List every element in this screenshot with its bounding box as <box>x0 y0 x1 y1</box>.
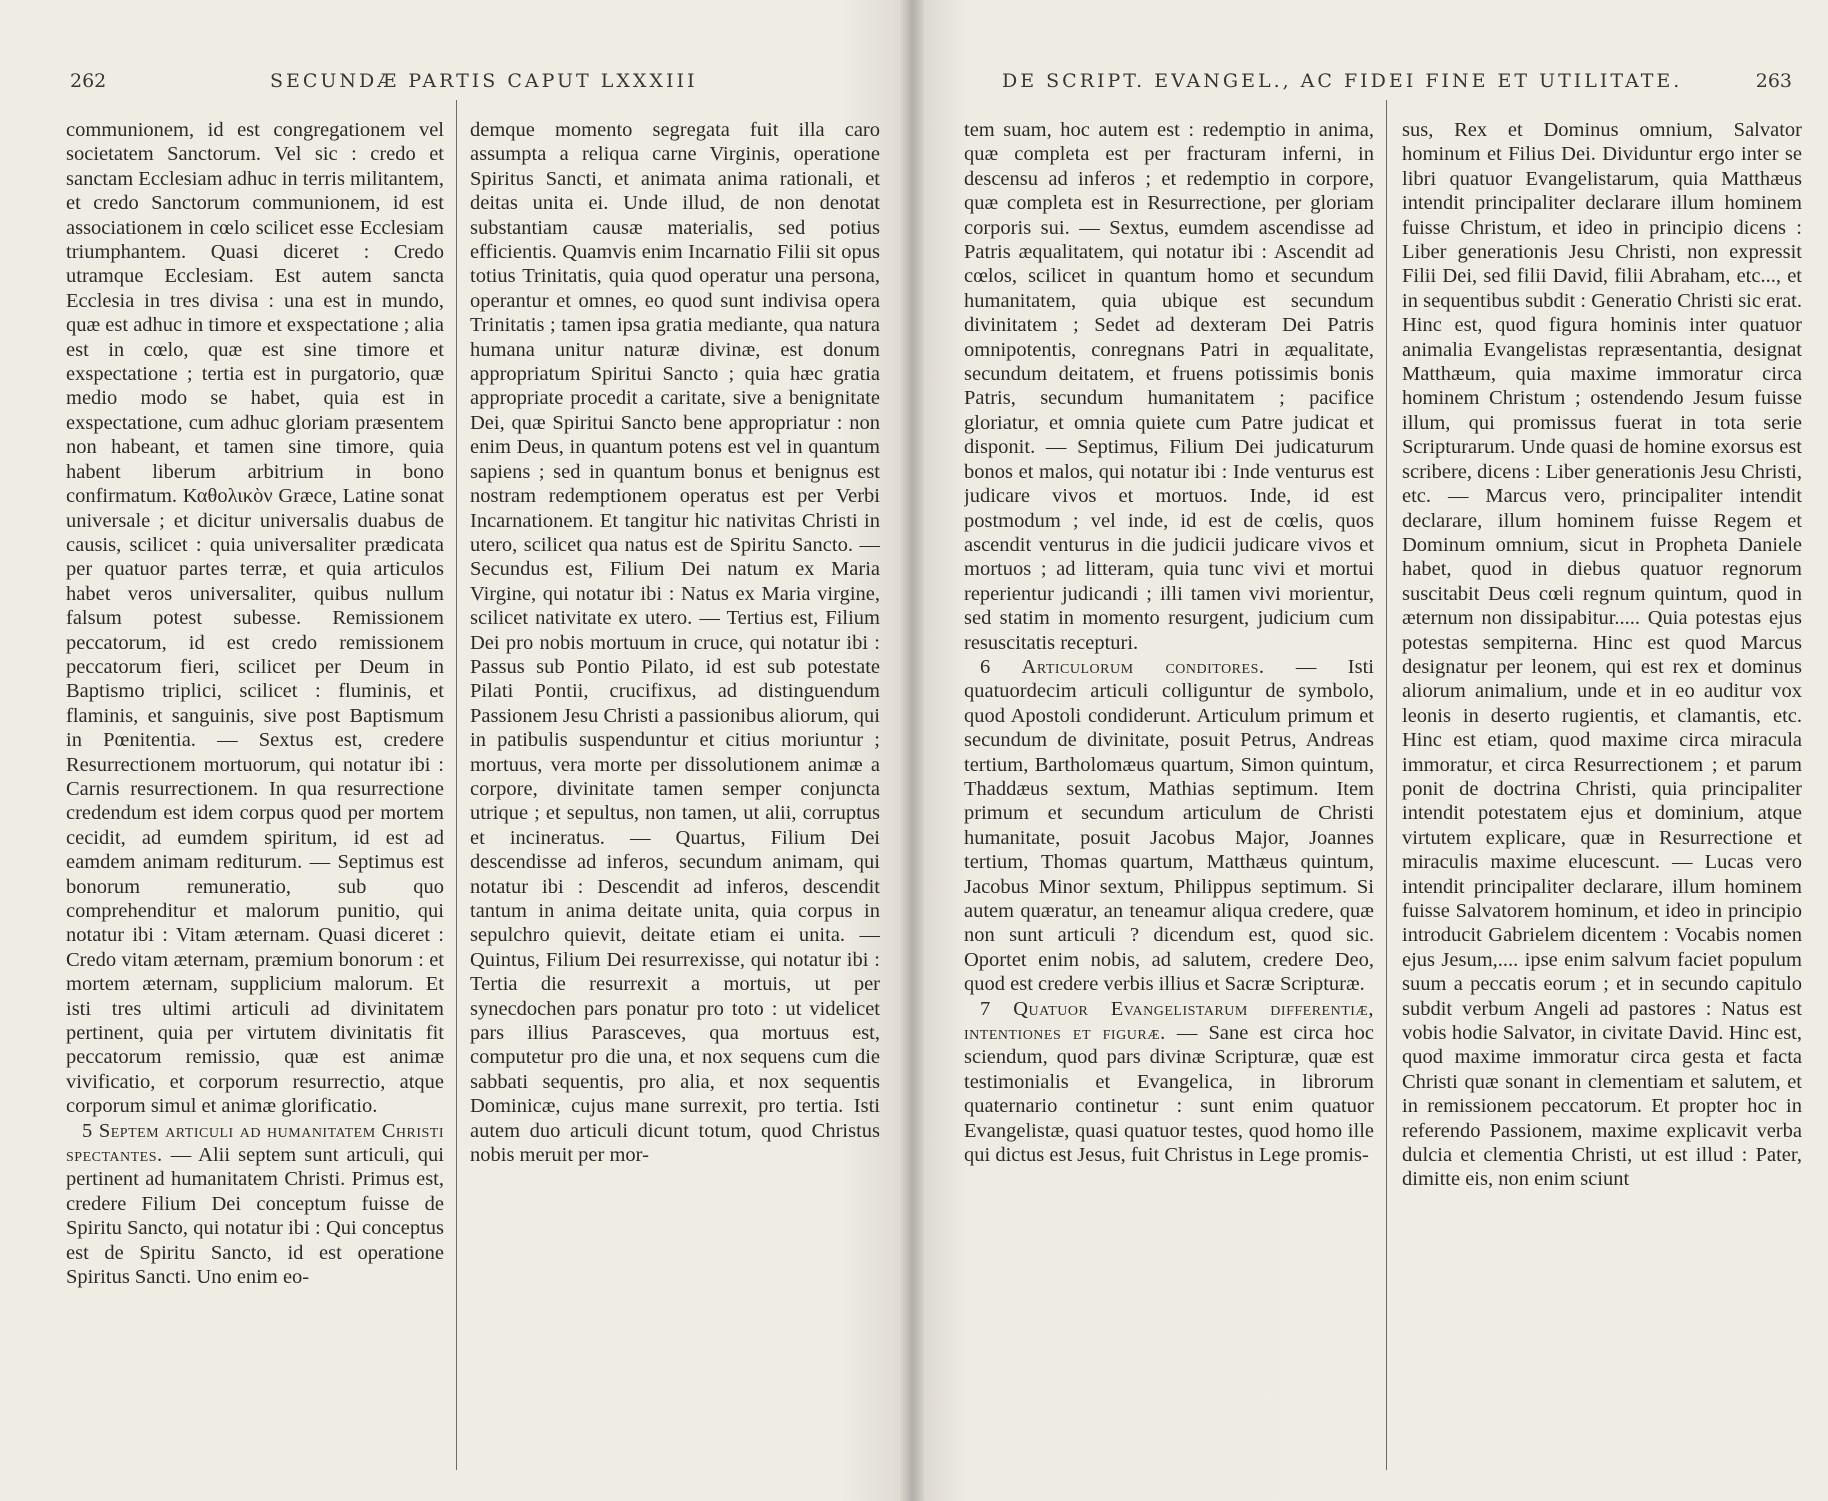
book-gutter <box>900 0 924 1501</box>
left-column-2 <box>470 118 880 1468</box>
right-page <box>912 0 1828 1501</box>
right-column-2 <box>1402 118 1802 1468</box>
column-rule <box>1386 100 1387 1470</box>
column-rule <box>456 100 457 1470</box>
paragraph: sus, Rex et Dominus omnium, Salvator hominum et Filius Dei. Dividuntur ergo inter se libri quatuor Evangelistarum, quia Matthæus intendit principaliter declarare illum hominem fuisse Christum, et ideo in principio dicens : Liber generationis Jesu Christi, non expressit Filii Dei, sed filii David, filii Abraham, etc..., et in sequentibus subdit : Generatio Christi sic erat. Hinc est, quod figura hominis inter quatuor animalia Evangelistas repræsentantia, designat Matthæum, quia maxime immoratur circa hominem Christum ; ostendendo Jesum fuisse illum, qui promissus fuerat in tota serie Scripturarum. Unde quasi de homine exorsus est scribere, dicens : Liber generationis Jesu Christi, etc. — Marcus vero, principaliter intendit declarare, illum hominem fuisse Regem et Dominum omnium, sicut in Propheta Daniele habet, quod in diebus quatuor regnorum suscitabit Deus cœli regnum quintum, quod in æternum non dissipabitur..... Quia potestas ejus potestas sempiterna. Hinc est quod Marcus designatur per leonem, qui est rex et dominus aliorum animalium, unde et in eo auditur vox leonis in deserto rugientis, et clamantis, etc. Hinc est etiam, quod maxime circa miracula immoratur, et circa Resurrectionem ; et parum ponit de doctrina Christi, quia principaliter intendit potestatem ejus et dominium, atque virtutem explicare, quæ in Resurrectione et miraculis maxime elucescunt. — Lucas vero intendit principaliter declarare, illum hominem fuisse Salvatorem hominum, et ideo in principio introducit Gabrielem dicentem : Vocabis nomen ejus Jesum,.... ipse enim salvum faciet populum suum a peccatis eorum ; et in secundo capitulo subdit verbum Angeli ad pastores : Natus est vobis hodie Salvator, in civitate David. Hinc est, quod maxime immoratur circa gesta et facta Christi quæ sonant in clementiam et salutem, et in remissionem peccatorum. Et propter hoc in referendo Passionem, maxime explicavit verba dulcia et clementia Christi, ut est illud : Pater, dimitte eis, non enim sciunt <box>1402 119 1802 1191</box>
page-number: 262 <box>70 70 107 92</box>
paragraph: tem suam, hoc autem est : redemptio in anima, quæ completa est per fracturam inferni, in descensu ad inferos ; et redemptio in corpore, quæ completa est in Resurrectione, per gloriam corporis sui. — Sextus, eumdem ascendisse ad Patris æqualitatem, qui notatur ibi : Ascendit ad cœlos, scilicet in quantum homo et secundum humanitatem, quia ubique est secundum divinitatem ; Sedet ad dexteram Dei Patris omnipotentis, conregnans Patri in æqualitate, secundum deitatem, et fruens potissimis bonis Patris, secundum humanitatem ; pacifice gloriatur, et omnia quiete cum Patre judicat et disponit. — Septimus, Filium Dei judicaturum bonos et malos, qui notatur ibi : Inde venturus est judicare vivos et mortuos. Inde, id est postmodum ; vel inde, id est de cœlis, quos ascendit venturus in die judicii judicare vivos et mortuos ; ad litteram, quia tunc vivi et mortui reperientur judicandi ; illi tamen vivi morientur, sed statim in momento resurgent, judicium cum resuscitatis recepturi. <box>964 119 1374 654</box>
section-text: — Sane est circa hoc sciendum, quod pars divinæ Scripturæ, quæ est testimonialis et Evangelica, in librorum quaternario continetur : sunt enim quatuor Evangelistæ, quasi quatuor testes, quod homo ille qui dictus est Jesus, fuit Christus in Lege promis- <box>964 1022 1374 1167</box>
left-header <box>70 70 870 100</box>
left-page <box>0 0 912 1501</box>
left-column-1 <box>66 118 444 1468</box>
section-heading: 5 Septem articuli ad humanitatem Christi spectantes. <box>66 1119 444 1167</box>
section-paragraph <box>964 655 1374 997</box>
right-column-1 <box>964 118 1374 1468</box>
section-heading: 7 Quatuor Evangelistarum differentiæ, intentiones et figuræ. <box>964 997 1374 1045</box>
page-number: 263 <box>1755 70 1792 92</box>
running-head: DE SCRIPT. EVANGEL., AC FIDEI FINE ET UTILITATE. <box>1002 70 1683 92</box>
running-head: SECUNDÆ PARTIS CAPUT LXXXIII <box>270 70 698 92</box>
section-text: — Alii septem sunt articuli, qui pertinent ad humanitatem Christi. Primus est, credere Filium Dei conceptum fuisse de Spiritu Sancto, qui notatur ibi : Qui conceptus est de Spiritu Sancto, id est operatione Spiritus Sancti. Uno enim eo- <box>66 1144 444 1289</box>
paragraph: demque momento segregata fuit illa caro assumpta a reliqua carne Virginis, operatione Spiritus Sancti, et animata anima rationali, et deitas unita ei. Unde illud, de non denotat substantiam causæ materialis, sed potius efficientis. Quamvis enim Incarnatio Filii sit opus totius Trinitatis, quia quod operatur una persona, operantur et omnes, eo quod sunt indivisa opera Trinitatis ; tamen ipsa gratia mediante, qua natura humana unitur naturæ divinæ, est donum appropriatum Spiritui Sancto ; quia hæc gratia appropriate procedit a caritate, sive a benignitate Dei, quæ Spiritui Sancto bene appropriatur : non enim Deus, in quantum potens est vel in quantum sapiens ; sed in quantum bonus et benignus est nostram redemptionem operatus est per Verbi Incarnationem. Et tangitur hic nativitas Christi in utero, scilicet qua natus est de Spiritu Sancto. — Secundus est, Filium Dei natum ex Maria Virgine, qui notatur ibi : Natus ex Maria virgine, scilicet nativitate ex utero. — Tertius est, Filium Dei pro nobis mortuum in cruce, qui notatur ibi : Passus sub Pontio Pilato, id est sub potestate Pilati Pontii, crucifixus, ad distinguendum Passionem Jesu Christi a passionibus aliorum, qui in patibulis suspenduntur et citius moriuntur ; mortuus, vera morte per dissolutionem animæ a corpore, divinitate tamen semper conjuncta utrique ; et sepultus, non tamen, ut alii, corruptus et incineratus. — Quartus, Filium Dei descendisse ad inferos, secundum animam, qui notatur ibi : Descendit ad inferos, descendit tantum in anima deitate unita, quia corpus in sepulchro quievit, deitate etiam ei unita. — Quintus, Filium Dei resurrexisse, qui notatur ibi : Tertia die resurrexit a mortuis, ut per synecdochen pars ponatur pro toto : ut videlicet pars illius Parasceves, qua mortuus est, computetur pro die una, et nox sequens cum die sabbati sequentis, pro alia, et nox sequentis Dominicæ, cujus mane surrexit, pro tertia. Isti autem duo articuli dicunt totum, quod Christus nobis meruit per mor- <box>470 119 880 1167</box>
section-heading: 6 Articulorum conditores. <box>980 655 1265 678</box>
right-header <box>1002 70 1792 100</box>
paragraph: communionem, id est congregationem vel societatem Sanctorum. Vel sic : credo et sanctam Ecclesiam adhuc in terris militantem, et credo Sanctorum communionem, id est associationem in cœlo scilicet esse Ecclesiam triumphantem. Quasi diceret : Credo utramque Ecclesiam. Est autem sancta Ecclesia in tres divisa : una est in mundo, quæ est adhuc in timore et exspectatione ; alia est in cœlo, quæ est sine timore et exspectatione ; tertia est in purgatorio, quæ medio modo se habet, quia est in exspectatione, cum adhuc gloriam præsentem non habeant, et tamen sine timore, quia habent liberum arbitrium in bono confirmatum. Καθολικὸν Græce, Latine sonat universale ; et dicitur universalis duabus de causis, scilicet : quia universaliter prædicata per quatuor partes terræ, et quia articulos habet veros universaliter, quibus nullum falsum potest subesse. Remissionem peccatorum, id est credo remissionem peccatorum fieri, scilicet per Deum in Baptismo triplici, scilicet : fluminis, et flaminis, et sanguinis, sive post Baptismum in Pœnitentia. — Sextus est, credere Resurrectionem mortuorum, qui notatur ibi : Carnis resurrectionem. In qua resurrectione credendum est idem corpus quod per mortem cecidit, ad eumdem spiritum, id est ad eamdem animam rediturum. — Septimus est bonorum remuneratio, sub quo comprehenditur et malorum punitio, qui notatur ibi : Vitam æternam. Quasi diceret : Credo vitam æternam, præmium bonorum : et mortem æternam, supplicium malorum. Et isti tres ultimi articuli ad divinitatem pertinent, quia per virtutem divinitatis fit peccatorum remissio, quæ est animæ vivificatio, et corporum resurrectio, atque corporum simul et animæ glorificatio. <box>66 119 444 1118</box>
section-paragraph <box>66 1119 444 1290</box>
section-paragraph <box>964 997 1374 1168</box>
section-text: — Isti quatuordecim articuli colliguntur de symbolo, quod Apostoli condiderunt. Articulum primum et secundum de divinitate, posuit Petrus, Andreas tertium, Bartholomæus quartum, Simon quintum, Thaddæus sextum, Mathias septimum. Item primum et secundum articulum de Christi humanitate, posuit Jacobus Major, Joannes tertium, Thomas quartum, Matthæus quintum, Jacobus Minor sextum, Philippus septimum. Si autem quæratur, an teneamur aliqua credere, quæ non sunt articuli ? dicendum est, quod sic. Oportet enim nobis, ad salutem, credere Deo, quod est credere verbis illius et Sacræ Scripturæ. <box>964 655 1374 996</box>
